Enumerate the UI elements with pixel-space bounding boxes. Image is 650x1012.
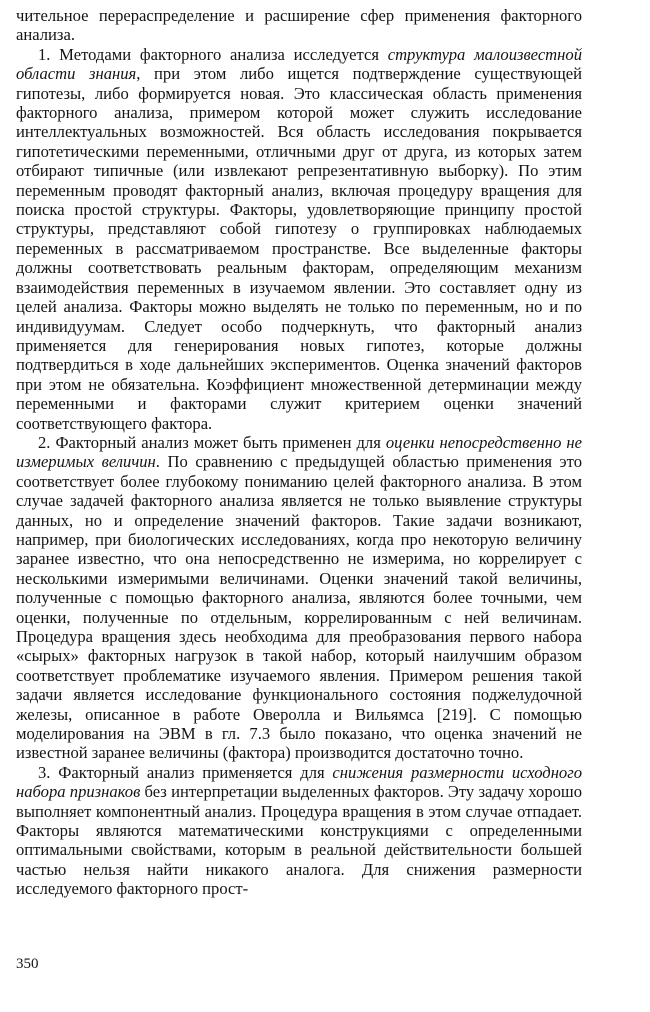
paragraph-3-text: 3. Факторный анализ применяется для — [38, 762, 333, 782]
paragraph-2-text-cont: . По сравнению с предыдущей областью применения это соответствует более глубокому пониманию целей факторного анализа. В этом случае задачей факторного анализа является не только выявление структуры данных, но и определение значений факторов. Такие задачи возникают, например, при биологических исследованиях, когда про некоторую величину заранее известно, что она непосредственно не измерима, но коррелирует с несколькими измеримыми величинами. Оценки значений такой величины, полученные с помощью факторного анализа, являются более точными, чем оценки, полученные по отдельным, коррелированным с ней величинам. Процедура вращения здесь необходима для преобразования первого набора «сырых» факторных нагрузок в такой набор, который наилучшим образом соответствует проблематике изучаемого явления. Примером решения такой задачи является исследование функционального состояния поджелудочной железы, описанное в работе Оверолла и Вильямса [219]. С помощью моделирования на ЭВМ в гл. 7.3 было показано, что оценка значений не известной заранее величины (фактора) производится достаточно точно. — [16, 452, 582, 763]
intro-paragraph: чительное перераспределение и расширение сфер применения факторного анализа. — [16, 6, 582, 45]
paragraph-1-emphasis: структура малоизвестной области знания — [16, 44, 582, 84]
paragraph-2 — [16, 433, 582, 763]
paragraph-3-text-cont: без интерпретации выделенных факторов. Эту задачу хорошо выполняет компонентный анализ. Процедура вращения в этом случае отпадает. Факторы являются математическими конструкциями с определенными оптимальными свойствами, которым в реальной действительности большей частью нельзя найти никакого аналога. Для снижения размерности исследуемого факторного прост- — [16, 782, 582, 899]
paragraph-1 — [16, 45, 582, 433]
paragraph-3-emphasis: снижения размерности исходного набора признаков — [16, 762, 583, 802]
paragraph-3 — [16, 763, 582, 899]
paragraph-1-text-cont: , при этом либо ищется подтверждение существующей гипотезы, либо формируется новая. Это классическая область применения факторного анализа, примером которой может служить исследование интеллектуальных возможностей. Вся область исследования покрывается гипотетическими переменными, отличными друг от друга, из которых затем отбирают типичные (или извлекают репрезентативную выборку). По этим переменным проводят факторный анализ, включая процедуру вращения для поиска простой структуры. Факторы, удовлетворяющие принципу простой структуры, представляют собой гипотезу о группировках наблюдаемых переменных в рассматриваемом пространстве. Все выделенные факторы должны соответствовать реальным факторам, определяющим механизм взаимодействия переменных в изучаемом явлении. Это составляет одну из целей анализа. Факторы можно выделять не только по переменным, но и по индивидуумам. Следует особо подчеркнуть, что факторный анализ применяется для генерирования новых гипотез, которые должны подтвердиться в ходе дальнейших экспериментов. Оценка значений факторов при этом не обязательна. Коэффициент множественной детерминации между переменными и факторами служит критерием оценки значений соответствующего фактора. — [16, 64, 582, 433]
paragraph-2-text: 2. Факторный анализ может быть применен для — [38, 432, 386, 452]
paragraph-2-emphasis: оценки непосредственно не измеримых величин — [16, 432, 583, 472]
paragraph-1-text: 1. Методами факторного анализа исследуется — [38, 44, 388, 64]
body-text — [16, 6, 582, 899]
page-number: 350 — [16, 956, 39, 972]
